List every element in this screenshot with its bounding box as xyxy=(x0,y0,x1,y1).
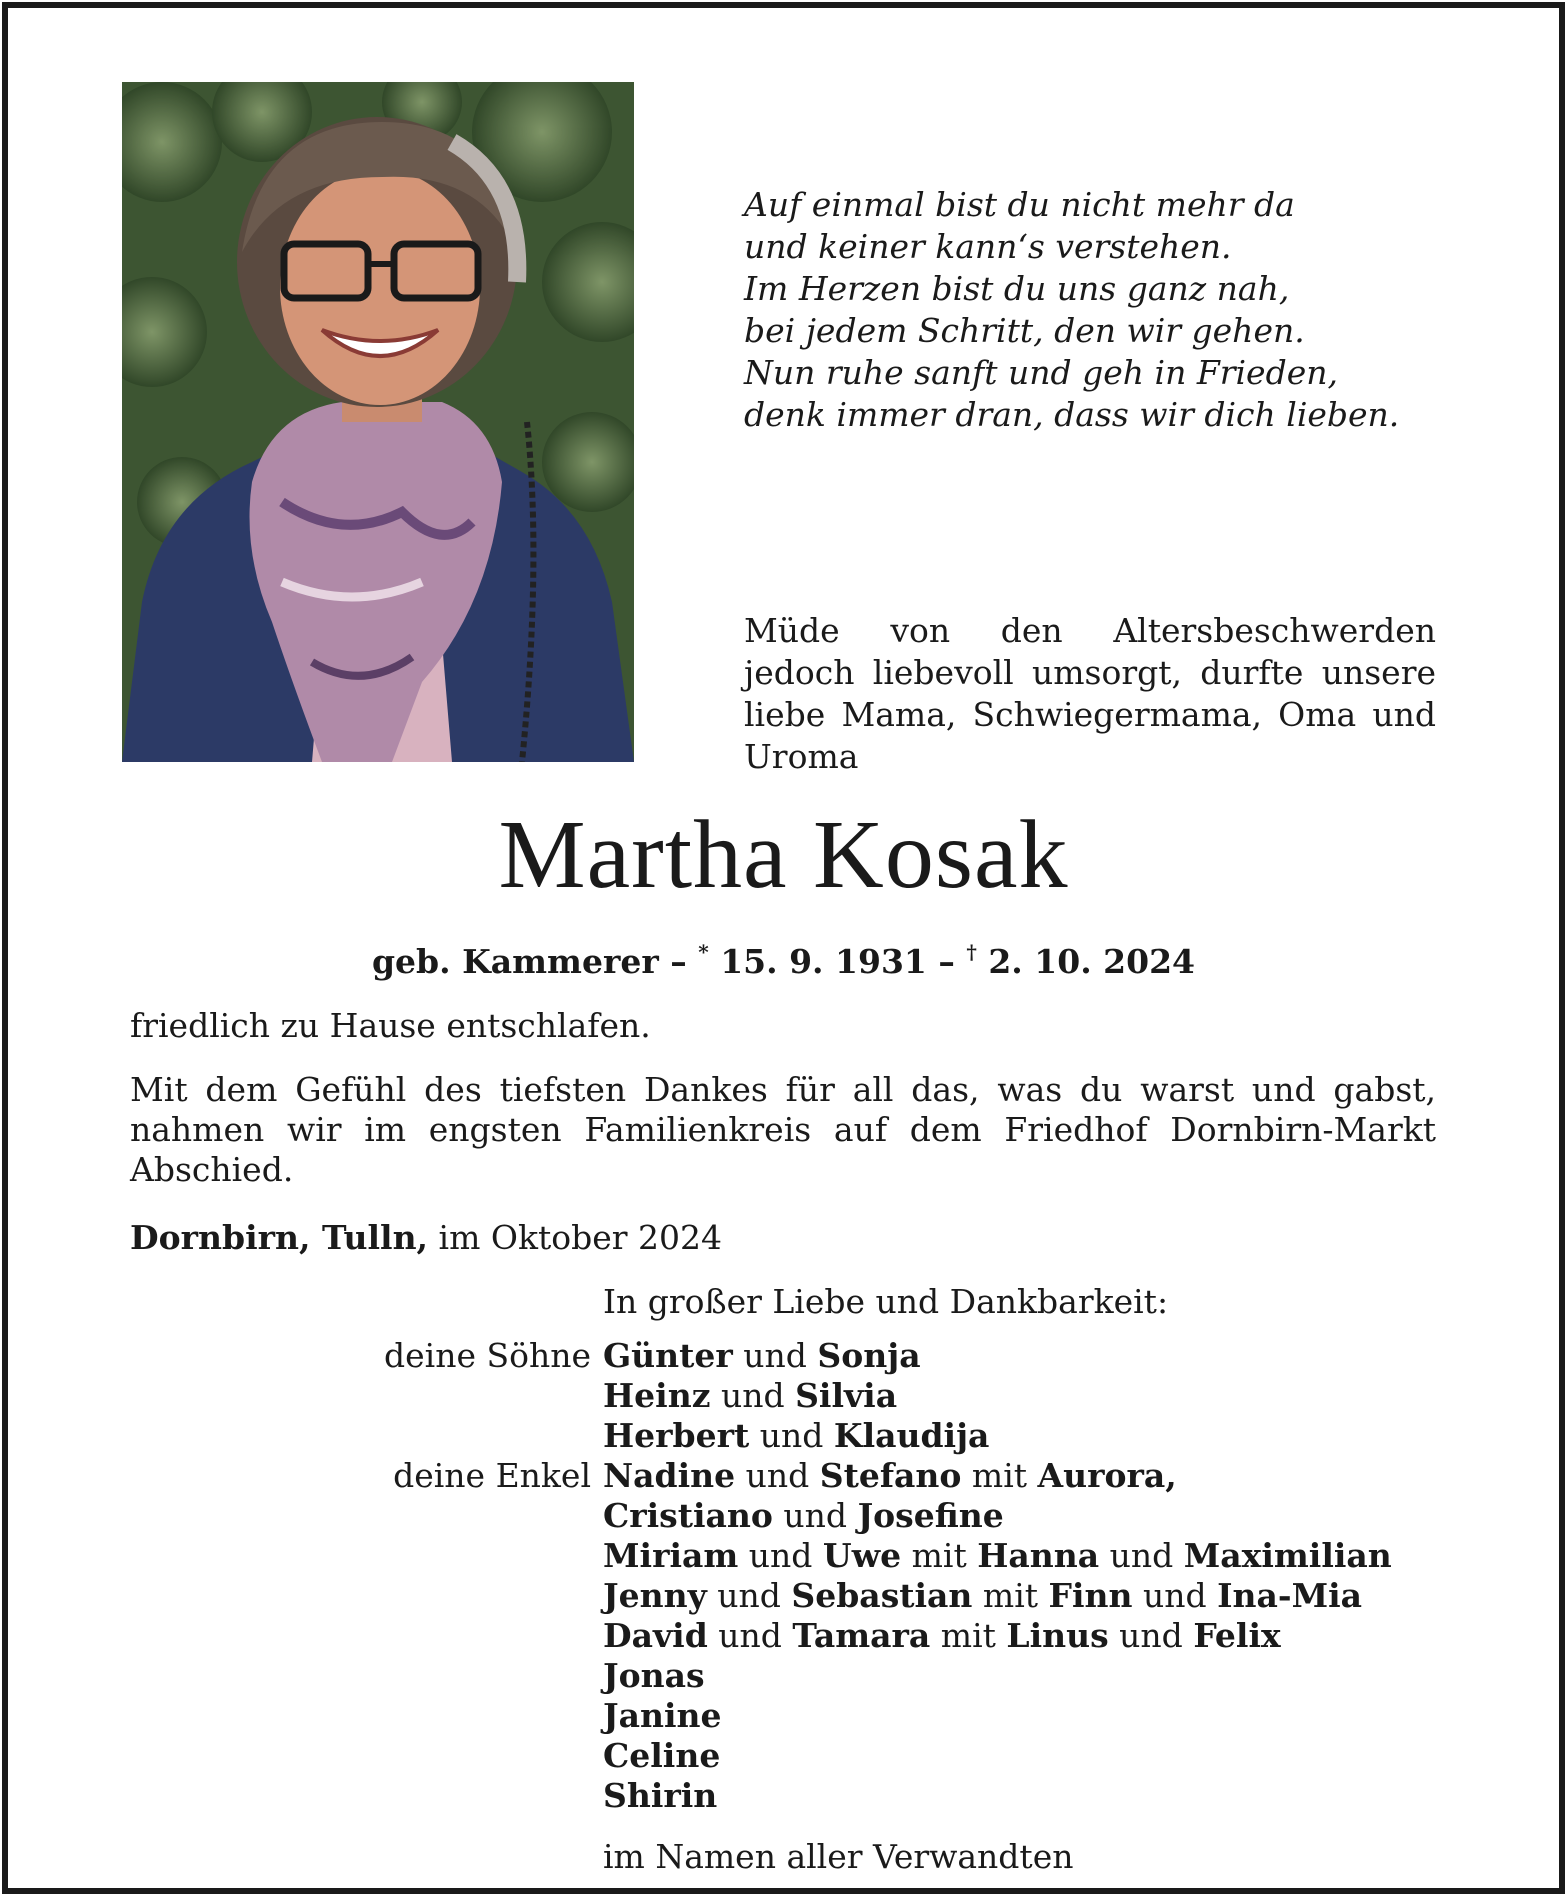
paragraph-passed-away: friedlich zu Hause entschlafen. xyxy=(130,1006,651,1045)
poem-line: denk immer dran, dass wir dich lieben. xyxy=(744,395,1400,434)
connector-text: und xyxy=(1108,1616,1194,1655)
connector-text: mit xyxy=(930,1616,1007,1655)
mourner-names xyxy=(603,1576,1362,1616)
person-name: David xyxy=(603,1616,708,1655)
deceased-name: Martha Kosak xyxy=(498,801,1069,909)
mourner-row xyxy=(0,1696,1567,1736)
person-name: Jenny xyxy=(603,1576,707,1615)
separator: – xyxy=(658,942,699,981)
person-name: Aurora, xyxy=(1037,1456,1177,1495)
mourner-row xyxy=(0,1336,1567,1376)
person-name: Josefine xyxy=(857,1496,1004,1535)
birth-date: 15. 9. 1931 xyxy=(708,942,927,981)
person-name: Hanna xyxy=(977,1536,1100,1575)
connector-text: und xyxy=(707,1616,793,1655)
mourner-names xyxy=(603,1376,897,1416)
person-name: Tamara xyxy=(792,1616,931,1655)
person-name: Sebastian xyxy=(791,1576,973,1615)
mourner-row xyxy=(0,1616,1567,1656)
connector-text: und xyxy=(738,1536,823,1575)
person-name: Miriam xyxy=(603,1536,739,1575)
intro-text: Müde von den Altersbeschwerden jedoch liebevoll umsorgt, durfte unsere liebe Mama, Schwiegermama, Oma und Uroma xyxy=(744,611,1436,776)
poem-line: bei jedem Schritt, den wir gehen. xyxy=(744,311,1305,350)
connector-text: und xyxy=(732,1336,818,1375)
relation-label: deine Söhne xyxy=(384,1336,591,1375)
person-name: Jonas xyxy=(603,1656,705,1695)
mourner-names xyxy=(603,1536,1392,1576)
death-date: 2. 10. 2024 xyxy=(976,942,1196,981)
mourner-names xyxy=(603,1656,705,1696)
person-name: Günter xyxy=(603,1336,733,1375)
person-name: Felix xyxy=(1193,1616,1281,1655)
person-name: Klaudija xyxy=(833,1416,990,1455)
person-name: Nadine xyxy=(603,1456,736,1495)
person-name: Ina-Mia xyxy=(1217,1576,1363,1615)
person-name: Linus xyxy=(1006,1616,1109,1655)
person-name: Celine xyxy=(603,1736,721,1775)
maiden-name: geb. Kammerer xyxy=(371,942,659,981)
mourner-names xyxy=(603,1696,722,1736)
death-symbol: † xyxy=(966,940,977,964)
person-name: Silvia xyxy=(795,1376,898,1415)
person-name: Maximilian xyxy=(1183,1536,1392,1575)
person-name: Shirin xyxy=(603,1776,718,1815)
mourner-names xyxy=(603,1416,989,1456)
mourner-row xyxy=(0,1416,1567,1456)
person-name: Cristiano xyxy=(603,1496,773,1535)
mourner-names xyxy=(603,1776,717,1816)
person-name: Uwe xyxy=(822,1536,902,1575)
connector-text: mit xyxy=(961,1456,1038,1495)
poem-line: und keiner kann‘s verstehen. xyxy=(744,227,1232,266)
memorial-poem xyxy=(744,184,1464,436)
mourner-names xyxy=(603,1456,1177,1496)
connector-text: und xyxy=(1132,1576,1218,1615)
closing-line: im Namen aller Verwandten xyxy=(603,1837,1074,1876)
connector-text: und xyxy=(749,1416,834,1455)
mourner-row xyxy=(0,1536,1567,1576)
place-names: Dornbirn, Tulln, xyxy=(130,1218,429,1257)
birth-symbol: * xyxy=(698,940,709,964)
mourner-row xyxy=(0,1376,1567,1416)
mourner-row xyxy=(0,1736,1567,1776)
mourner-names xyxy=(603,1616,1281,1656)
life-dates xyxy=(0,930,1567,984)
connector-text: mit xyxy=(901,1536,978,1575)
person-name: Finn xyxy=(1048,1576,1133,1615)
connector-text: und xyxy=(1099,1536,1184,1575)
connector-text: mit xyxy=(972,1576,1049,1615)
month-year: im Oktober 2024 xyxy=(428,1218,722,1257)
mourner-row xyxy=(0,1456,1567,1496)
portrait-photo xyxy=(122,82,634,762)
gratitude-line: In großer Liebe und Dankbarkeit: xyxy=(603,1282,1169,1321)
person-name: Herbert xyxy=(603,1416,750,1455)
person-name: Heinz xyxy=(603,1376,711,1415)
mourner-row xyxy=(0,1576,1567,1616)
connector-text: und xyxy=(706,1576,792,1615)
person-name: Sonja xyxy=(817,1336,921,1375)
connector-text: und xyxy=(735,1456,820,1495)
mourner-names xyxy=(603,1496,1004,1536)
connector-text: und xyxy=(772,1496,858,1535)
relation-label: deine Enkel xyxy=(393,1456,591,1495)
mourner-names xyxy=(603,1736,720,1776)
portrait-image xyxy=(122,82,634,762)
place-date xyxy=(130,1218,722,1258)
mourner-row xyxy=(0,1496,1567,1536)
mourners-list xyxy=(0,1336,1567,1816)
mourner-names xyxy=(603,1336,921,1376)
poem-line: Auf einmal bist du nicht mehr da xyxy=(744,185,1295,224)
poem-line: Nun ruhe sanft und geh in Frieden, xyxy=(744,353,1338,392)
person-name: Janine xyxy=(603,1696,722,1735)
mourner-row xyxy=(0,1776,1567,1816)
paragraph-farewell: Mit dem Gefühl des tiefsten Dankes für all das, was du warst und gabst, nahmen wir im engsten Familienkreis auf dem Friedhof Dornbirn-Markt Abschied. xyxy=(130,1070,1436,1189)
connector-text: und xyxy=(710,1376,796,1415)
person-name: Stefano xyxy=(819,1456,962,1495)
mourner-row xyxy=(0,1656,1567,1696)
separator: – xyxy=(926,942,967,981)
poem-line: Im Herzen bist du uns ganz nah, xyxy=(744,269,1290,308)
